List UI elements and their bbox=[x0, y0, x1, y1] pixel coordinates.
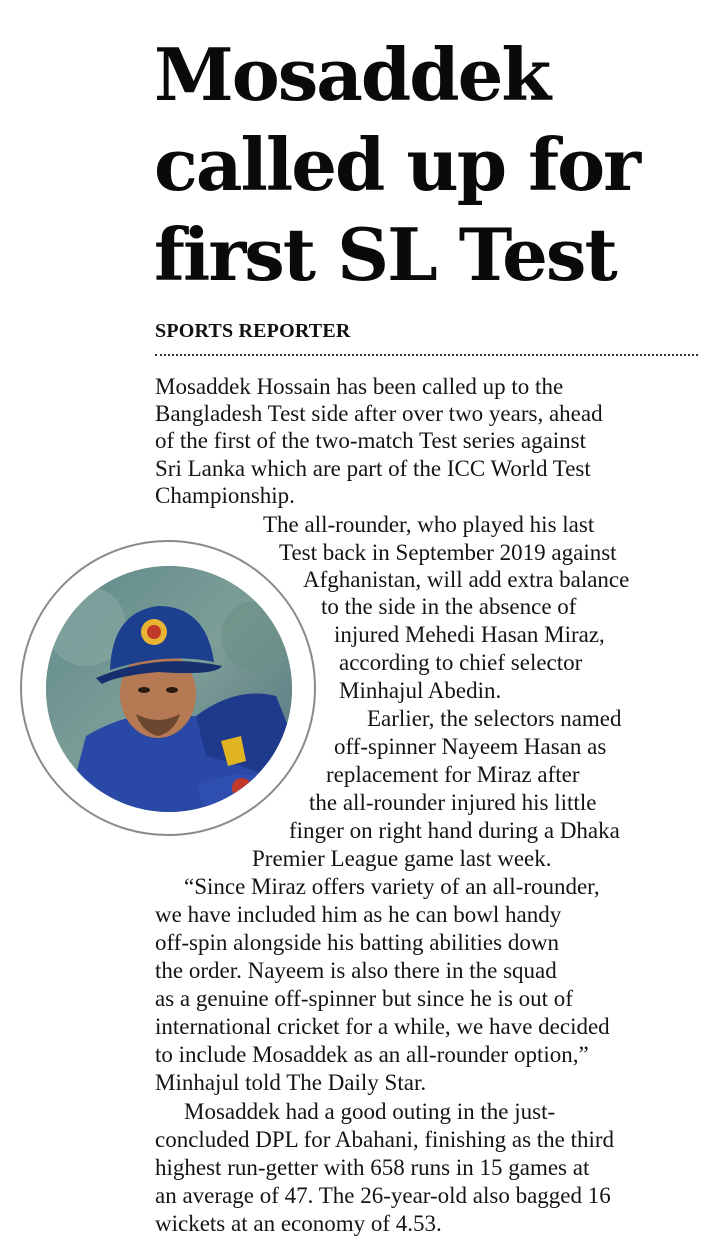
body-line: Test back in September 2019 against bbox=[279, 540, 617, 565]
body-line: Mosaddek Hossain has been called up to the bbox=[155, 374, 564, 399]
body-line: Bangladesh Test side after over two years, ahead bbox=[155, 401, 603, 426]
byline-divider bbox=[155, 354, 698, 356]
headline bbox=[154, 30, 704, 300]
body-line: off-spin alongside his batting abilities down bbox=[155, 930, 559, 955]
body-line: Mosaddek had a good outing in the just- bbox=[184, 1099, 556, 1124]
headline-line-2: called up for bbox=[154, 122, 640, 207]
body-line: Sri Lanka which are part of the ICC World Test bbox=[155, 456, 591, 481]
body-line: an average of 47. The 26-year-old also bagged 16 bbox=[155, 1183, 611, 1208]
headline-line-3: first SL Test bbox=[154, 212, 616, 297]
player-photo-image bbox=[46, 566, 292, 812]
body-line: as a genuine off-spinner but since he is out of bbox=[155, 986, 573, 1011]
body-line: wickets at an economy of 4.53. bbox=[155, 1211, 442, 1236]
body-line: we have included him as he can bowl handy bbox=[155, 902, 562, 927]
body-line: injured Mehedi Hasan Miraz, bbox=[334, 622, 605, 647]
body-line: off-spinner Nayeem Hasan as bbox=[334, 734, 607, 759]
body-line: to the side in the absence of bbox=[321, 594, 577, 619]
body-line: Minhajul Abedin. bbox=[339, 678, 502, 703]
byline: SPORTS REPORTER bbox=[155, 320, 351, 342]
body-line: The all-rounder, who played his last bbox=[263, 512, 595, 537]
body-line: finger on right hand during a Dhaka bbox=[289, 818, 620, 843]
body-line: Earlier, the selectors named bbox=[367, 706, 622, 731]
body-line: highest run-getter with 658 runs in 15 games at bbox=[155, 1155, 590, 1180]
body-line: the all-rounder injured his little bbox=[309, 790, 597, 815]
body-line: the order. Nayeem is also there in the squad bbox=[155, 958, 557, 983]
body-line: Afghanistan, will add extra balance bbox=[303, 567, 630, 592]
body-line: replacement for Miraz after bbox=[326, 762, 580, 787]
body-line: Championship. bbox=[155, 483, 295, 508]
body-line: Minhajul told The Daily Star. bbox=[155, 1070, 427, 1095]
body-line: according to chief selector bbox=[339, 650, 583, 675]
body-line: Premier League game last week. bbox=[252, 846, 552, 871]
body-line: concluded DPL for Abahani, finishing as the third bbox=[155, 1127, 615, 1152]
player-photo bbox=[46, 566, 292, 812]
body-line: of the first of the two-match Test series against bbox=[155, 428, 587, 453]
body-line: international cricket for a while, we have decided bbox=[155, 1014, 610, 1039]
body-line: to include Mosaddek as an all-rounder option,” bbox=[155, 1042, 589, 1067]
body-line: “Since Miraz offers variety of an all-rounder, bbox=[184, 874, 600, 899]
headline-line-1: Mosaddek bbox=[154, 32, 550, 117]
